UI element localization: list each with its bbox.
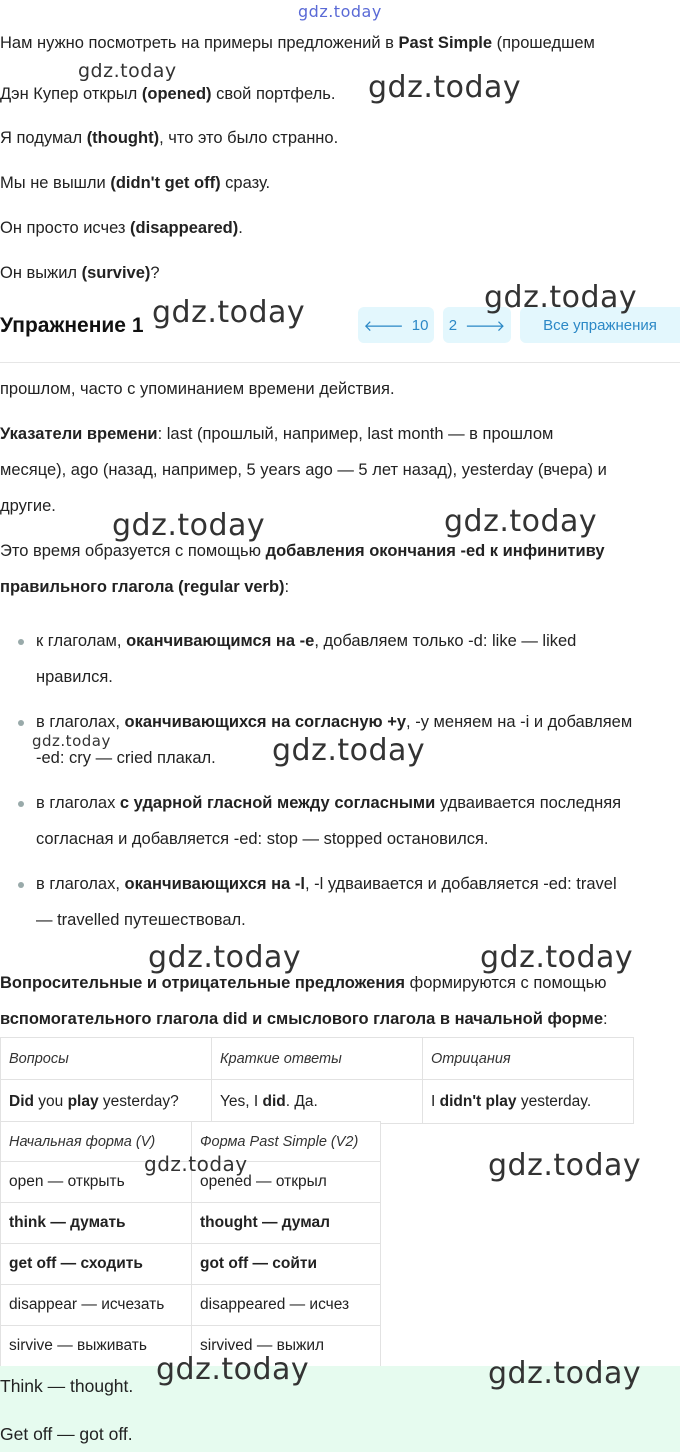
past-form-cell: opened — открыл <box>192 1162 381 1203</box>
rule-4-line-2: — travelled путешествовал. <box>36 911 246 929</box>
base-form-cell: get off — сходить <box>1 1244 192 1285</box>
header-negations: Отрицания <box>423 1038 634 1080</box>
watermark: gdz.today <box>144 1152 248 1176</box>
rule-1-line-1: к глаголам, оканчивающимся на -e, добавляем только -d: like — liked <box>36 632 577 650</box>
past-form-cell: sirvived — выжил <box>192 1326 381 1367</box>
prev-exercise-button[interactable] <box>358 307 434 343</box>
base-form-cell: sirvive — выживать <box>1 1326 192 1367</box>
watermark: gdz.today <box>488 1148 642 1183</box>
watermark: gdz.today <box>480 940 634 975</box>
bullet-icon <box>18 639 24 645</box>
prev-exercise-label: 10 <box>411 316 429 334</box>
rule-3-line-2: согласная и добавляется -ed: stop — stopped остановился. <box>36 830 489 848</box>
table-row <box>1 1285 381 1326</box>
example-5: Он выжил (survive)? <box>0 264 160 282</box>
rule-2-line-1: в глаголах, оканчивающихся на согласную +y, -y меняем на -i и добавляем <box>36 713 633 731</box>
past-line: прошлом, часто с упоминанием времени действия. <box>0 380 395 398</box>
rule-1-line-2: нравился. <box>36 668 113 686</box>
table-row <box>1 1203 381 1244</box>
example-3: Мы не вышли (didn't get off) сразу. <box>0 174 271 192</box>
bullet-icon <box>18 882 24 888</box>
watermark: gdz.today <box>32 732 111 750</box>
answer-line-2: Get off — got off. <box>0 1424 133 1444</box>
base-form-cell: disappear — исчезать <box>1 1285 192 1326</box>
exercise-title: Упражнение 1 <box>0 314 144 337</box>
negation-cell: I didn't play yesterday. <box>423 1080 634 1124</box>
watermark: gdz.today <box>484 280 638 315</box>
arrow-right-icon: 🡒 <box>465 317 506 335</box>
markers-line-3: другие. <box>0 497 56 515</box>
watermark: gdz.today <box>368 70 522 105</box>
markers-line-2: месяце), ago (назад, например, 5 years ago — 5 лет назад), yesterday (вчера) и <box>0 461 607 479</box>
bullet-icon <box>18 801 24 807</box>
arrow-left-icon: 🡐 <box>363 317 404 335</box>
header-short-answers: Краткие ответы <box>212 1038 423 1080</box>
watermark: gdz.today <box>78 60 177 82</box>
bullet-icon <box>18 720 24 726</box>
header-questions: Вопросы <box>1 1038 212 1080</box>
questions-line-2: вспомогательного глагола did и смыслового глагола в начальной форме: <box>0 1010 608 1028</box>
header-base-form: Начальная форма (V) <box>1 1122 192 1162</box>
table-row <box>1 1244 381 1285</box>
base-form-cell: open — открыть <box>1 1162 192 1203</box>
example-1: Дэн Купер открыл (opened) свой портфель. <box>0 85 336 103</box>
example-4: Он просто исчез (disappeared). <box>0 219 243 237</box>
rule-3-line-1: в глаголах с ударной гласной между согласными удваивается последняя <box>36 794 622 812</box>
past-form-cell: thought — думал <box>192 1203 381 1244</box>
question-cell: Did you play yesterday? <box>1 1080 212 1124</box>
header-past-form: Форма Past Simple (V2) <box>192 1122 381 1162</box>
watermark: gdz.today <box>444 504 598 539</box>
short-answer-cell: Yes, I did. Да. <box>212 1080 423 1124</box>
watermark-top: gdz.today <box>298 2 382 21</box>
watermark: gdz.today <box>488 1356 642 1391</box>
all-exercises-label: Все упражнения <box>543 316 657 334</box>
watermark: gdz.today <box>272 733 426 768</box>
rule-4-line-1: в глаголах, оканчивающихся на -l, -l удваивается и добавляется -ed: travel <box>36 875 617 893</box>
example-2: Я подумал (thought), что это было странно. <box>0 129 339 147</box>
next-exercise-label: 2 <box>448 316 458 334</box>
base-form-cell: think — думать <box>1 1203 192 1244</box>
past-form-cell: disappeared — исчез <box>192 1285 381 1326</box>
watermark: gdz.today <box>112 508 266 543</box>
rule-2-line-2: -ed: cry — cried плакал. <box>36 749 216 767</box>
questions-table <box>0 1037 634 1124</box>
formation-line-1: Это время образуется с помощью добавления окончания -ed к инфинитиву <box>0 542 605 560</box>
formation-line-2: правильного глагола (regular verb): <box>0 578 290 596</box>
questions-line-1: Вопросительные и отрицательные предложения формируются с помощью <box>0 974 607 992</box>
watermark: gdz.today <box>152 295 306 330</box>
watermark: gdz.today <box>148 940 302 975</box>
past-form-cell: got off — сойти <box>192 1244 381 1285</box>
watermark: gdz.today <box>156 1352 310 1387</box>
intro-line: Нам нужно посмотреть на примеры предложений в Past Simple (прошедшем <box>0 34 595 52</box>
markers-line-1: Указатели времени: last (прошлый, например, last month — в прошлом <box>0 425 554 443</box>
answer-line-1: Think — thought. <box>0 1376 134 1396</box>
